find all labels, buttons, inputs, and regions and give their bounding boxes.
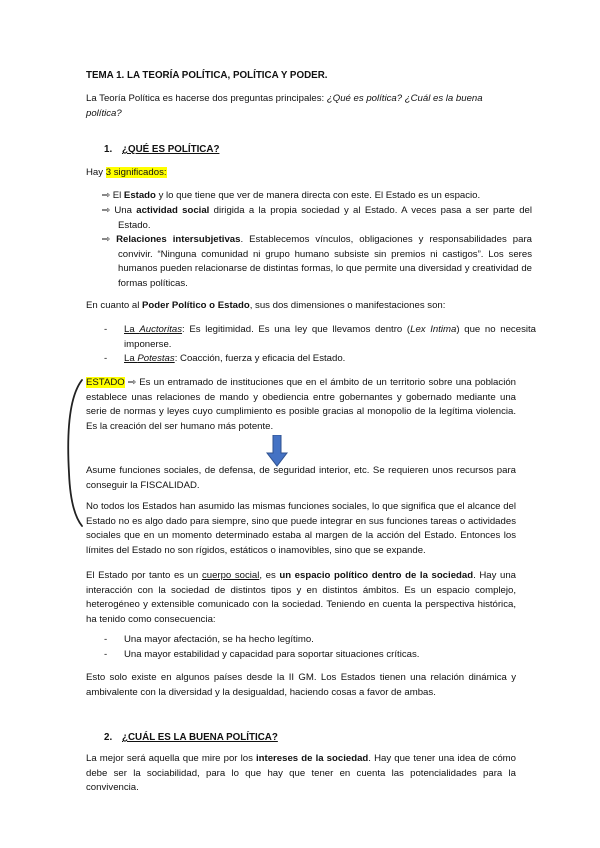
list-item [102,233,532,291]
item-rest: y lo que tiene que ver de manera directa con este. El Estado es un espacio. [155,190,481,201]
item-pre: Una [110,205,137,216]
section-1-heading [86,143,516,158]
dash-bullet: - [104,324,108,335]
section-2-title: ¿CUÁL ES LA BUENA POLÍTICA? [122,732,278,743]
no-todos-paragraph: No todos los Estados han asumido las mismas funciones sociales, lo que significa que el alcance del Estado no es algo dado para siempre, sino que puede integrar en sus funciones tareas o actividades sociales que en un momento determinado estaba al margen de la acción del Estado. Entonces los límites del Estado no son rígidos, estáticos o inamovibles, sino que se expande. [86,501,516,556]
hay-text: Hay [86,167,106,178]
estado-highlight: ESTADO [86,377,125,388]
section-1-title: ¿QUÉ ES POLÍTICA? [122,144,220,155]
buena-pre: La mejor será aquella que mire por los [86,753,256,764]
item-rest: dirigida a la propia sociedad y al Estado. A veces pasa a ser parte del Estado. [118,205,532,231]
item-bold: Relaciones intersubjetivas [116,234,241,245]
funciones-paragraph: Asume funciones sociales, de defensa, de seguridad interior, etc. Se requieren unos recursos para conseguir la FISCALIDAD. [86,465,516,491]
dimension-article: La [124,324,140,335]
poder-rest: , sus dos dimensiones o manifestaciones son: [249,300,446,311]
arrow-icon: ⇨ [102,205,111,216]
buena-bold: intereses de la sociedad [256,753,369,764]
consecuencia-text: Una mayor afectación, se ha hecho legítimo. [124,634,314,645]
consecuencia-text: Una mayor estabilidad y capacidad para soportar situaciones críticas. [124,649,420,660]
cuerpo-pre: El Estado por tanto es un [86,570,202,581]
cuerpo-bold: un espacio político dentro de la sociedad [279,570,474,581]
dash-bullet: - [104,353,108,364]
dimension-rest-pre: : Coacción, fuerza y eficacia del Estado. [174,353,346,364]
buena-politica-paragraph [86,752,516,796]
dimension-rest-pre: : Es legitimidad. Es una ley que llevamos dentro ( [182,324,411,335]
dash-bullet: - [104,649,108,660]
item-rest: . Establecemos vínculos, obligaciones y responsabilidades para convivir. “Ninguna comunidad ni grupo humano subsiste sin premios ni castigos”. Los seres humanos pueden relacionarse de distintas formas, lo que permite una diversidad y creatividad de formas políticas. [118,234,532,289]
estado-paragraph [86,376,516,434]
item-bold: actividad social [136,205,210,216]
list-item [102,189,532,204]
poder-bold: Poder Político o Estado [142,300,250,311]
poder-pre: En cuanto al [86,300,143,311]
dimension-term: Auctoritas [139,324,183,335]
arrow-icon: ⇨ [102,190,111,201]
section-2-heading [86,731,516,746]
arrow-icon: ⇨ [102,234,111,245]
esto-solo-paragraph: Esto solo existe en algunos países desde la II GM. Los Estados tienen una relación dinámica y ambivalente con la diversidad y la desigualdad, haciendo cosas a favor de ambas. [86,672,516,698]
bracket-mark [64,378,86,528]
cuerpo-social-paragraph [86,569,516,627]
dimension-rest-post: ) que no necesita imponerse. [124,324,536,350]
item-pre: El [110,190,124,201]
item-bold: Estado [123,190,156,201]
section-2-number: 2. [104,732,113,743]
section-1-number: 1. [104,144,113,155]
dimension-italic: Lex Intima [410,324,457,335]
intro-paragraph [86,92,516,121]
significados-highlight: 3 significados: [105,167,167,178]
cuerpo-underline: cuerpo social [201,570,260,581]
down-arrow-icon [266,435,288,467]
significados-line [86,166,516,181]
cuerpo-mid: , es [259,570,280,581]
cuerpo-rest: . Hay una interacción con la sociedad de distintos tipos y en distintos ámbitos. Es un espacio complejo, heterogéneo y extensible comunicado con la sociedad. Teniendo en cuenta la perspectiva histórica, ha tenido como consecuencia: [86,570,516,625]
estado-text: ⇨ Es un entramado de instituciones que en el ámbito de un territorio sobre una población establece unas relaciones de mando y obediencia entre gobernantes y gobernado mediante una serie de normas y leyes cuyo cumplimiento es posible gracias al monopolio de la legítima violencia. Es la creación del ser humano más potente. [86,377,516,432]
dimension-item [104,352,536,367]
poder-paragraph [86,299,516,314]
document-title: TEMA 1. LA TEORÍA POLÍTICA, POLÍTICA Y PODER. [86,70,328,81]
dimension-term: Potestas [137,353,175,364]
dash-bullet: - [104,634,108,645]
consecuencia-item [104,648,536,663]
dimension-item [104,323,536,352]
list-item [102,204,532,233]
buena-rest: . Hay que tener una idea de cómo debe ser la sociabilidad, para lo que hay que tener en cuenta las potencialidades para la convivencia. [86,753,516,794]
consecuencia-item [104,633,536,648]
intro-text: La Teoría Política es hacerse dos preguntas principales: [86,93,327,104]
dimension-article: La [124,353,138,364]
intro-questions: ¿Qué es política? ¿Cuál es la buena política? [86,93,483,119]
